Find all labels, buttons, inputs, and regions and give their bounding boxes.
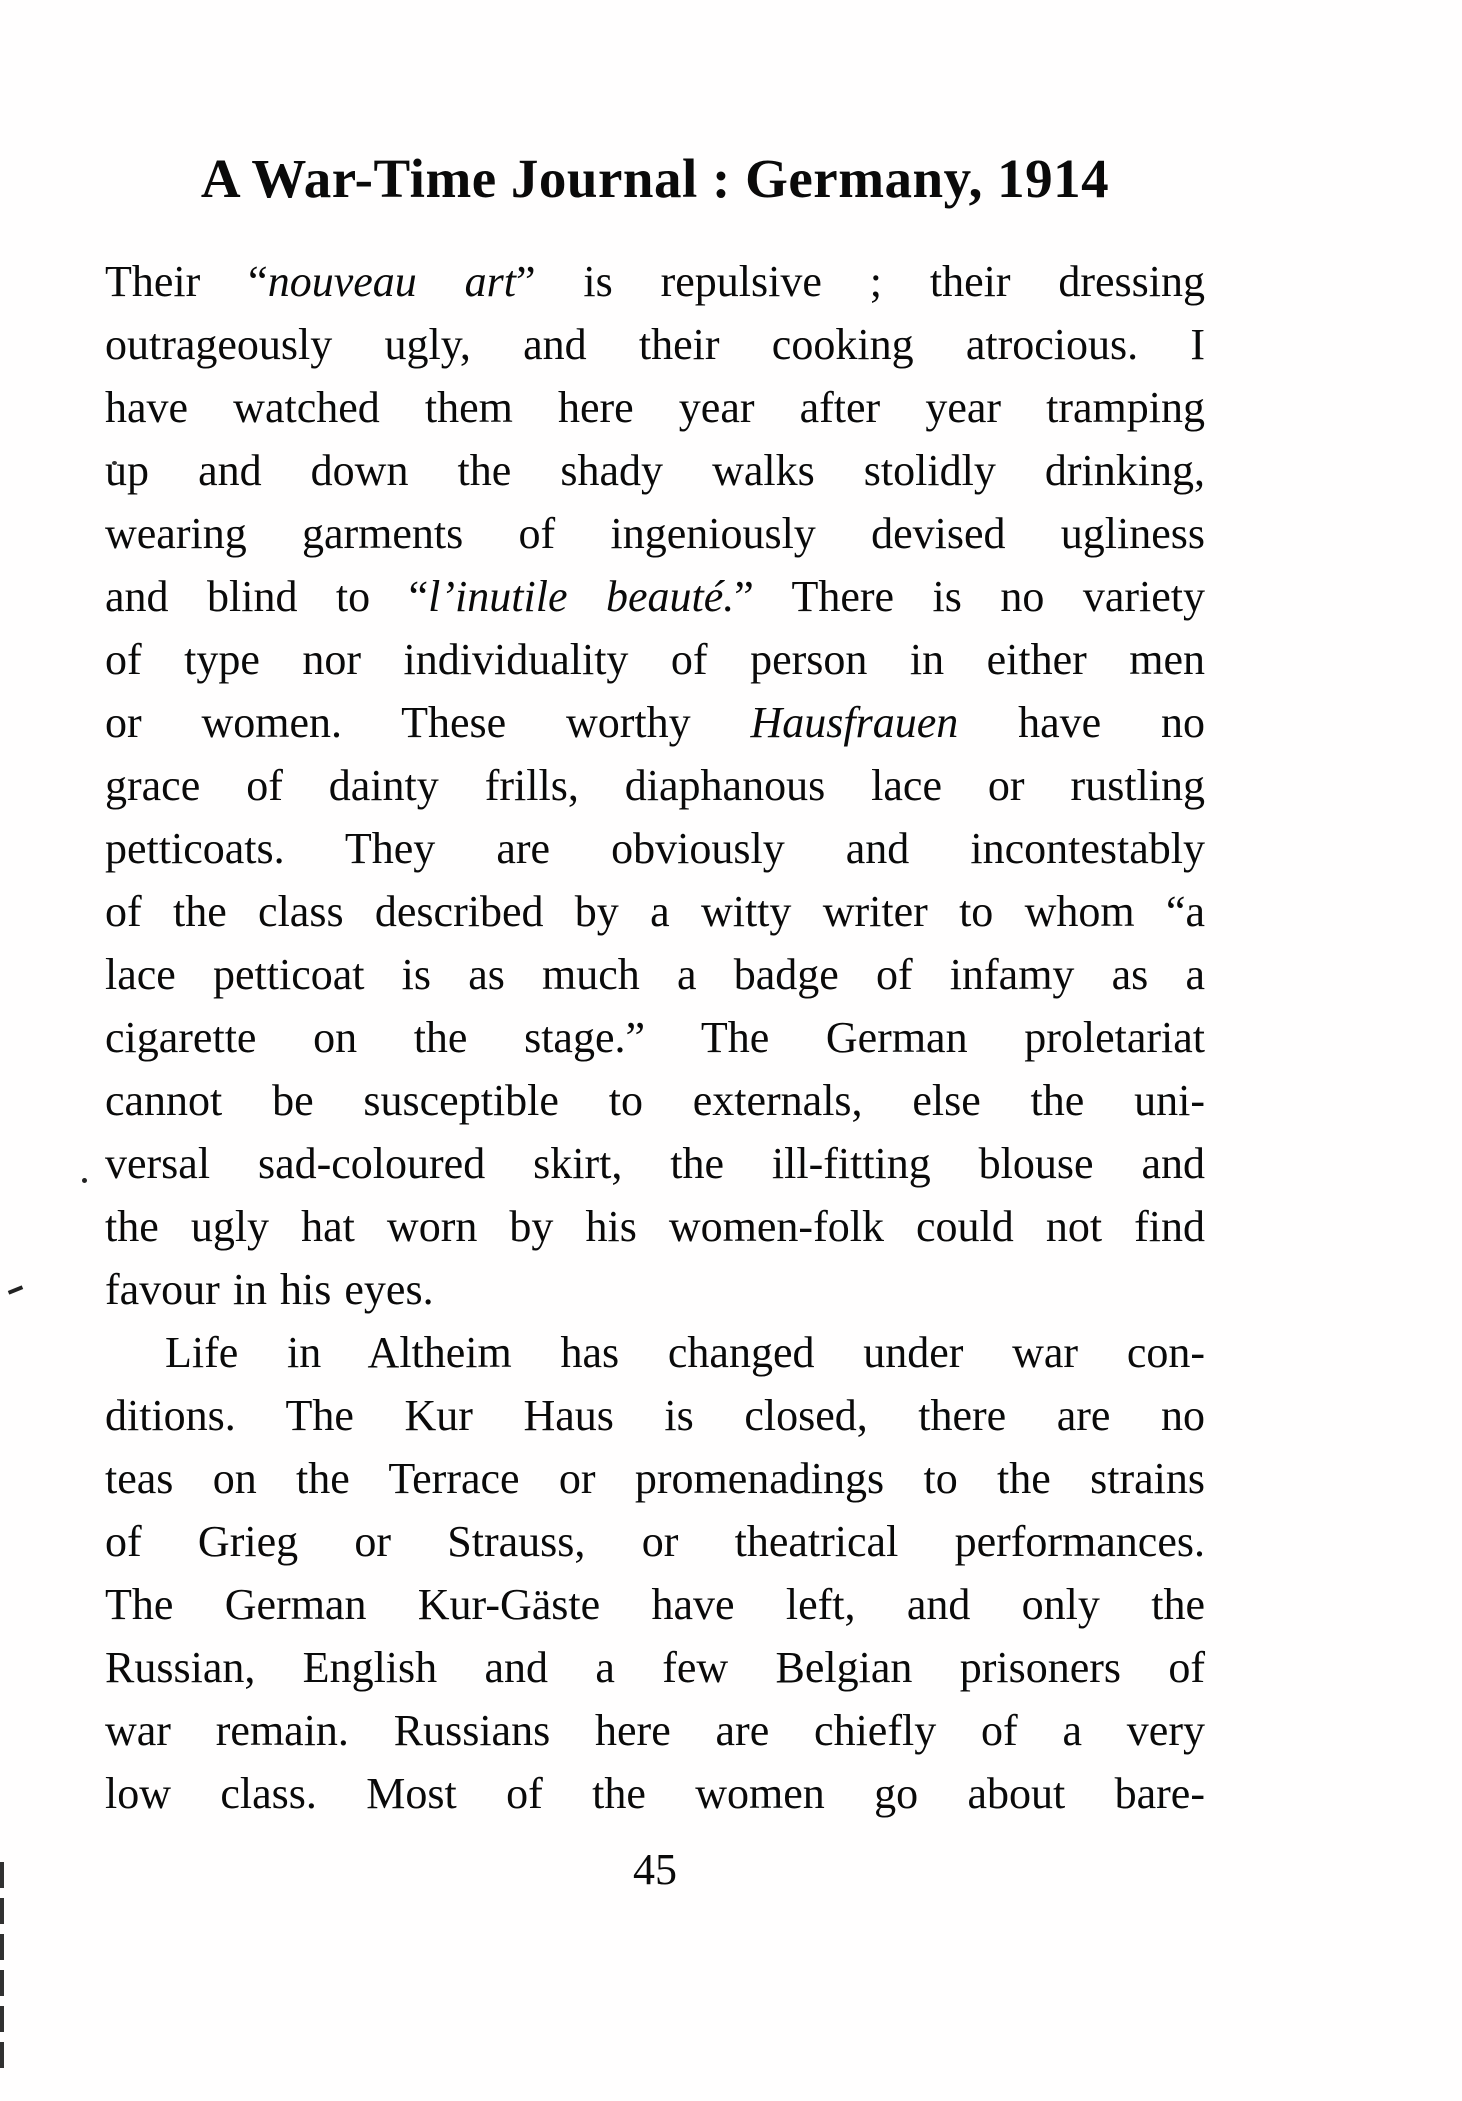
text-line: up and down the shady walks stolidly drinking, — [105, 446, 1205, 495]
text-line: the ugly hat worn by his women-folk could not find — [105, 1202, 1205, 1251]
text-line: outrageously ugly, and their cooking atrocious. I — [105, 320, 1205, 369]
text-line: have watched them here year after year tramping — [105, 383, 1205, 432]
body-text — [105, 250, 1205, 1825]
page-number: 45 — [633, 1845, 677, 1894]
text-line: war remain. Russians here are chiefly of a very — [105, 1706, 1205, 1755]
text-line: wearing garments of ingeniously devised ugliness — [105, 509, 1205, 558]
page-title: A War-Time Journal : Germany, 1914 — [200, 148, 1110, 209]
paragraph — [105, 250, 1205, 1321]
text-line: ditions. The Kur Haus is closed, there are no — [105, 1391, 1205, 1440]
text-line: The German Kur-Gäste have left, and only the — [105, 1580, 1205, 1629]
text-line: of the class described by a witty writer to whom “a — [105, 887, 1205, 936]
text-line: and blind to “l’inutile beauté.” There is no variety — [105, 572, 1205, 621]
text-line: of Grieg or Strauss, or theatrical performances. — [105, 1517, 1205, 1566]
text-line: versal sad-coloured skirt, the ill-fitting blouse and — [105, 1139, 1205, 1188]
text-line: Russian, English and a few Belgian prisoners of — [105, 1643, 1205, 1692]
scan-speck — [82, 1178, 87, 1183]
text-line: Life in Altheim has changed under war con- — [165, 1328, 1205, 1377]
text-line: grace of dainty frills, diaphanous lace or rustling — [105, 761, 1205, 810]
scan-speck — [8, 1285, 23, 1294]
text-line: petticoats. They are obviously and incontestably — [105, 824, 1205, 873]
text-line: favour in his eyes. — [105, 1265, 434, 1314]
text-line: cannot be susceptible to externals, else the uni- — [105, 1076, 1205, 1125]
text-line: lace petticoat is as much a badge of infamy as a — [105, 950, 1205, 999]
text-line: of type nor individuality of person in either men — [105, 635, 1205, 684]
paragraph — [105, 1321, 1205, 1825]
text-line: teas on the Terrace or promenadings to the strains — [105, 1454, 1205, 1503]
text-line: Their “nouveau art” is repulsive ; their dressing — [105, 257, 1206, 306]
text-column — [105, 148, 1205, 1895]
text-line: low class. Most of the women go about bare- — [105, 1769, 1205, 1818]
text-line: or women. These worthy Hausfrauen have no — [105, 698, 1205, 747]
text-line: cigarette on the stage.” The German proletariat — [105, 1013, 1205, 1062]
scan-artifact-line — [0, 1862, 4, 2070]
